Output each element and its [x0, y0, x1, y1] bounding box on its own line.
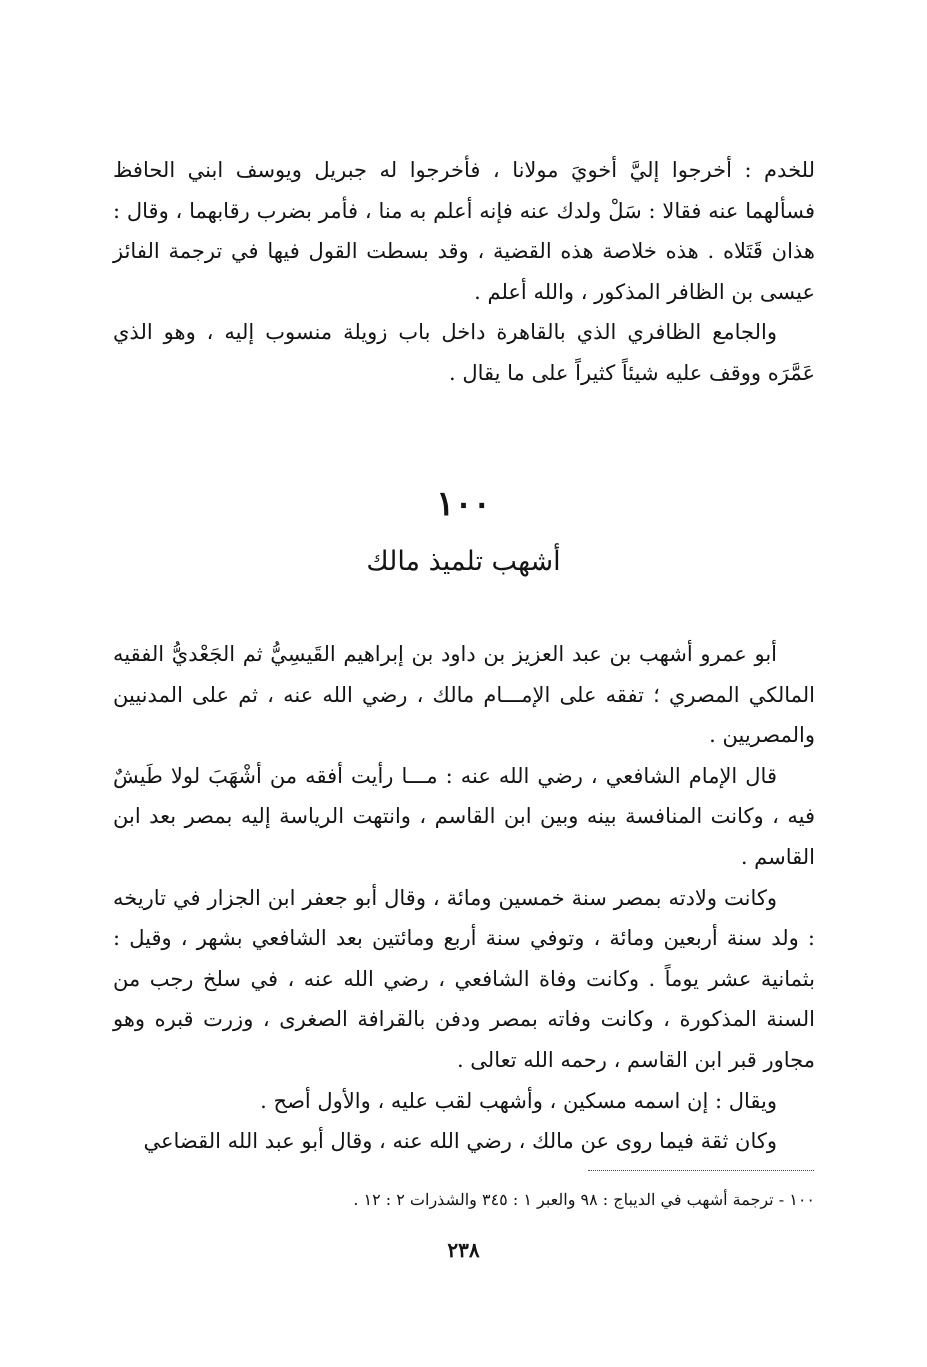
paragraph: أبو عمرو أشهب بن عبد العزيز بن داود بن إبراهيم القَيسِيُّ ثم الجَعْديُّ الفقيه المالكي المصري ؛ تفقه على الإمـــام مالك ، رضي الله عنه ، ثم على المدنيين والمصريين . [113, 642, 815, 748]
page-number: ٢٣٨ [447, 1238, 480, 1262]
paragraph: للخدم : أخرجوا إليَّ أخويَ مولانا ، فأخرجوا له جبريل ويوسف ابني الحافظ فسألهما عنه فقالا : سَلْ ولدك عنه فإنه أعلم به منا ، فأمر بضرب رقابهما ، وقال : هذان قَتَلاه . هذه خلاصة هذه القضية ، وقد بسطت القول فيها في ترجمة الفائز عيسى بن الظافر المذكور ، والله أعلم . [113, 158, 815, 304]
entry-body [113, 634, 815, 1162]
footnote-divider [588, 1170, 814, 1171]
paragraph: ويقال : إن اسمه مسكين ، وأشهب لقب عليه ، والأول أصح . [260, 1088, 777, 1113]
entry-title: أشهب تلميذ مالك [366, 546, 561, 577]
entry-number: ١٠٠ [436, 484, 491, 524]
paragraph: والجامع الظافري الذي بالقاهرة داخل باب زويلة منسوب إليه ، وهو الذي عَمَّرَه ووقف عليه شيئاً كثيراً على ما يقال . [113, 320, 815, 385]
footnote: ١٠٠ - ترجمة أشهب في الديباج : ٩٨ والعبر ١ : ٣٤٥ والشذرات ٢ : ١٢ . [353, 1190, 815, 1209]
paragraph: وكانت ولادته بمصر سنة خمسين ومائة ، وقال أبو جعفر ابن الجزار في تاريخه : ولد سنة أربعين ومائة ، وتوفي سنة أربع ومائتين بعد الشافعي بشهر ، وقيل : بثمانية عشر يوماً . وكانت وفاة الشافعي ، رضي الله عنه ، في سلخ رجب من السنة المذكورة ، وكانت وفاته بمصر ودفن بالقرافة الصغرى ، وزرت قبره وهو مجاور قبر ابن القاسم ، رحمه الله تعالى . [113, 885, 815, 1072]
paragraph: وكان ثقة فيما روى عن مالك ، رضي الله عنه ، وقال أبو عبد الله القضاعي [143, 1129, 777, 1154]
previous-entry-text [113, 150, 815, 394]
paragraph: قال الإمام الشافعي ، رضي الله عنه : مـــا رأيت أفقه من أشْهَبَ لولا طَيشٌ فيه ، وكانت المنافسة بينه وبين ابن القاسم ، وانتهت الرياسة إليه بمصر بعد ابن القاسم . [113, 763, 815, 869]
